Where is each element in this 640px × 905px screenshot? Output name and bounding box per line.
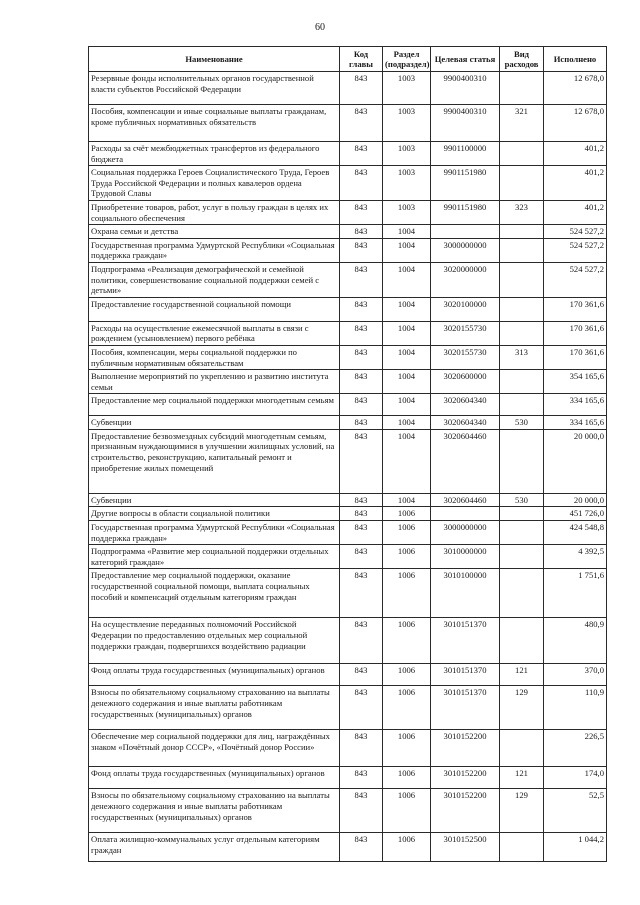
cell-section: 1004: [383, 238, 431, 262]
cell-name: Социальная поддержка Героев Социалистического Труда, Героев Труда Российской Федерации и полных кавалеров ордена Трудовой Славы: [89, 166, 340, 201]
cell-amount: 401,2: [544, 142, 607, 166]
cell-section: 1004: [383, 225, 431, 239]
cell-name: Расходы за счёт межбюджетных трансфертов из федерального бюджета: [89, 142, 340, 166]
cell-type: [500, 72, 544, 105]
table-row: [89, 297, 607, 321]
cell-name: Субвенции: [89, 493, 340, 507]
cell-amount: 170 361,6: [544, 321, 607, 345]
cell-target: 3010000000: [431, 545, 500, 569]
cell-type: [500, 166, 544, 201]
cell-type: [500, 833, 544, 862]
cell-code: 843: [340, 166, 383, 201]
cell-type: [500, 370, 544, 394]
cell-code: 843: [340, 370, 383, 394]
cell-type: 121: [500, 767, 544, 789]
cell-section: 1006: [383, 730, 431, 767]
table-row: [89, 321, 607, 345]
cell-target: 3000000000: [431, 238, 500, 262]
cell-code: 843: [340, 142, 383, 166]
cell-code: 843: [340, 262, 383, 297]
table-row: [89, 225, 607, 239]
cell-amount: 170 361,6: [544, 345, 607, 369]
cell-name: Субвенции: [89, 416, 340, 430]
cell-amount: 226,5: [544, 730, 607, 767]
cell-section: 1003: [383, 200, 431, 224]
cell-type: 129: [500, 789, 544, 833]
cell-name: Предоставление мер социальной поддержки, оказание государственной социальной помощи, выплата социальных пособий и компенсаций отдельным категориям граждан: [89, 569, 340, 618]
cell-amount: 334 165,6: [544, 416, 607, 430]
cell-name: Государственная программа Удмуртской Республики «Социальная поддержка граждан»: [89, 521, 340, 545]
cell-amount: 110,9: [544, 686, 607, 730]
cell-name: Предоставление мер социальной поддержки многодетным семьям: [89, 394, 340, 416]
cell-code: 843: [340, 767, 383, 789]
table-row: [89, 730, 607, 767]
cell-type: [500, 507, 544, 521]
table-row: [89, 686, 607, 730]
cell-amount: 12 678,0: [544, 105, 607, 142]
cell-section: 1004: [383, 493, 431, 507]
cell-code: 843: [340, 72, 383, 105]
cell-amount: 451 726,0: [544, 507, 607, 521]
cell-code: 843: [340, 789, 383, 833]
cell-code: 843: [340, 394, 383, 416]
cell-name: Расходы на осуществление ежемесячной выплаты в связи с рождением (усыновлением) первого ребёнка: [89, 321, 340, 345]
cell-target: 3000000000: [431, 521, 500, 545]
cell-type: 313: [500, 345, 544, 369]
cell-code: 843: [340, 238, 383, 262]
cell-name: Фонд оплаты труда государственных (муниципальных) органов: [89, 664, 340, 686]
cell-amount: 524 527,2: [544, 225, 607, 239]
table-row: [89, 262, 607, 297]
cell-type: [500, 569, 544, 618]
cell-amount: 524 527,2: [544, 238, 607, 262]
cell-section: 1006: [383, 767, 431, 789]
cell-type: [500, 521, 544, 545]
cell-name: Другие вопросы в области социальной политики: [89, 507, 340, 521]
cell-amount: 370,0: [544, 664, 607, 686]
cell-section: 1006: [383, 686, 431, 730]
cell-type: 321: [500, 105, 544, 142]
cell-section: 1004: [383, 345, 431, 369]
cell-name: Предоставление безвозмездных субсидий многодетным семьям, признанным нуждающимися в улучшении жилищных условий, на строительство, реконструкцию, капитальный ремонт и приобретение жилых помещений: [89, 429, 340, 493]
cell-target: 3020604340: [431, 394, 500, 416]
cell-name: Фонд оплаты труда государственных (муниципальных) органов: [89, 767, 340, 789]
table-row: [89, 664, 607, 686]
cell-type: 129: [500, 686, 544, 730]
cell-target: 3020604340: [431, 416, 500, 430]
cell-section: 1004: [383, 321, 431, 345]
cell-name: На осуществление переданных полномочий Российской Федерации по предоставлению отдельных мер социальной поддержки граждан, подвергшихся воздействию радиации: [89, 618, 340, 664]
cell-type: 530: [500, 416, 544, 430]
cell-code: 843: [340, 321, 383, 345]
cell-amount: 334 165,6: [544, 394, 607, 416]
cell-code: 843: [340, 225, 383, 239]
cell-name: Оплата жилищно-коммунальных услуг отдельным категориям граждан: [89, 833, 340, 862]
header-name: Наименование: [89, 47, 340, 72]
cell-code: 843: [340, 730, 383, 767]
cell-target: [431, 225, 500, 239]
table-row: [89, 370, 607, 394]
cell-code: 843: [340, 297, 383, 321]
cell-section: 1006: [383, 618, 431, 664]
header-section: Раздел (подраздел): [383, 47, 431, 72]
cell-section: 1003: [383, 72, 431, 105]
cell-amount: 12 678,0: [544, 72, 607, 105]
cell-code: 843: [340, 545, 383, 569]
table-row: [89, 429, 607, 493]
cell-amount: 401,2: [544, 200, 607, 224]
cell-target: 9901151980: [431, 166, 500, 201]
cell-target: 3020155730: [431, 345, 500, 369]
cell-code: 843: [340, 200, 383, 224]
cell-code: 843: [340, 569, 383, 618]
cell-target: 9901100000: [431, 142, 500, 166]
cell-amount: 20 000,0: [544, 493, 607, 507]
cell-target: 3010100000: [431, 569, 500, 618]
table-row: [89, 493, 607, 507]
table-row: [89, 569, 607, 618]
cell-amount: 4 392,5: [544, 545, 607, 569]
cell-code: 843: [340, 664, 383, 686]
header-target: Целевая статья: [431, 47, 500, 72]
cell-code: 843: [340, 429, 383, 493]
cell-type: 530: [500, 493, 544, 507]
cell-section: 1006: [383, 789, 431, 833]
table-row: [89, 345, 607, 369]
cell-target: 3020604460: [431, 429, 500, 493]
cell-name: Пособия, компенсации, меры социальной поддержки по публичным нормативным обязательствам: [89, 345, 340, 369]
table-row: [89, 416, 607, 430]
table-row: [89, 833, 607, 862]
cell-code: 843: [340, 105, 383, 142]
cell-section: 1004: [383, 416, 431, 430]
cell-code: 843: [340, 345, 383, 369]
cell-section: 1004: [383, 429, 431, 493]
table-row: [89, 521, 607, 545]
cell-target: 3020100000: [431, 297, 500, 321]
header-code: Код главы: [340, 47, 383, 72]
cell-name: Подпрограмма «Развитие мер социальной поддержки отдельных категорий граждан»: [89, 545, 340, 569]
cell-code: 843: [340, 686, 383, 730]
cell-type: 323: [500, 200, 544, 224]
cell-amount: 20 000,0: [544, 429, 607, 493]
cell-name: Приобретение товаров, работ, услуг в пользу граждан в целях их социального обеспечения: [89, 200, 340, 224]
cell-amount: 1 751,6: [544, 569, 607, 618]
cell-section: 1004: [383, 262, 431, 297]
table-row: [89, 507, 607, 521]
cell-amount: 1 044,2: [544, 833, 607, 862]
table-row: [89, 72, 607, 105]
cell-amount: 480,9: [544, 618, 607, 664]
cell-target: 3010152200: [431, 767, 500, 789]
budget-table: [88, 46, 607, 862]
table-header-row: [89, 47, 607, 72]
cell-type: 121: [500, 664, 544, 686]
cell-target: 3020604460: [431, 493, 500, 507]
cell-target: 3010152200: [431, 789, 500, 833]
cell-name: Взносы по обязательному социальному страхованию на выплаты денежного содержания и иные выплаты работникам государственных (муниципальных) органов: [89, 789, 340, 833]
cell-target: 9901151980: [431, 200, 500, 224]
cell-amount: 354 165,6: [544, 370, 607, 394]
cell-code: 843: [340, 521, 383, 545]
cell-name: Выполнение мероприятий по укреплению и развитию института семьи: [89, 370, 340, 394]
cell-amount: 174,0: [544, 767, 607, 789]
cell-section: 1006: [383, 833, 431, 862]
cell-section: 1003: [383, 166, 431, 201]
table-row: [89, 200, 607, 224]
cell-section: 1004: [383, 394, 431, 416]
cell-amount: 170 361,6: [544, 297, 607, 321]
table-row: [89, 789, 607, 833]
cell-amount: 424 548,8: [544, 521, 607, 545]
page-number: 60: [315, 22, 325, 33]
table-row: [89, 105, 607, 142]
cell-type: [500, 618, 544, 664]
table-row: [89, 166, 607, 201]
cell-type: [500, 429, 544, 493]
cell-name: Обеспечение мер социальной поддержки для лиц, награждённых знаком «Почётный донор СССР», «Почётный донор России»: [89, 730, 340, 767]
cell-amount: 401,2: [544, 166, 607, 201]
cell-name: Взносы по обязательному социальному страхованию на выплаты денежного содержания и иные выплаты работникам государственных (муниципальных) органов: [89, 686, 340, 730]
cell-type: [500, 262, 544, 297]
cell-name: Предоставление государственной социальной помощи: [89, 297, 340, 321]
cell-target: 3010151370: [431, 664, 500, 686]
cell-type: [500, 225, 544, 239]
cell-section: 1004: [383, 297, 431, 321]
cell-name: Охрана семьи и детства: [89, 225, 340, 239]
cell-code: 843: [340, 416, 383, 430]
cell-name: Государственная программа Удмуртской Республики «Социальная поддержка граждан»: [89, 238, 340, 262]
header-type: Вид расходов: [500, 47, 544, 72]
cell-target: 3010151370: [431, 686, 500, 730]
cell-target: 3020600000: [431, 370, 500, 394]
table-body: [89, 72, 607, 862]
table-row: [89, 394, 607, 416]
table-row: [89, 142, 607, 166]
cell-section: 1006: [383, 507, 431, 521]
cell-type: [500, 730, 544, 767]
cell-code: 843: [340, 833, 383, 862]
cell-target: 3020000000: [431, 262, 500, 297]
table-row: [89, 238, 607, 262]
cell-code: 843: [340, 493, 383, 507]
cell-amount: 524 527,2: [544, 262, 607, 297]
cell-type: [500, 297, 544, 321]
table-row: [89, 767, 607, 789]
cell-type: [500, 545, 544, 569]
table-row: [89, 618, 607, 664]
cell-type: [500, 142, 544, 166]
cell-section: 1004: [383, 370, 431, 394]
cell-target: 3010152500: [431, 833, 500, 862]
cell-target: [431, 507, 500, 521]
cell-type: [500, 394, 544, 416]
cell-section: 1003: [383, 142, 431, 166]
cell-type: [500, 238, 544, 262]
cell-target: 3010151370: [431, 618, 500, 664]
cell-target: 9900400310: [431, 72, 500, 105]
table-row: [89, 545, 607, 569]
cell-section: 1006: [383, 664, 431, 686]
cell-name: Пособия, компенсации и иные социальные выплаты гражданам, кроме публичных нормативных обязательств: [89, 105, 340, 142]
cell-section: 1006: [383, 521, 431, 545]
cell-type: [500, 321, 544, 345]
cell-amount: 52,5: [544, 789, 607, 833]
cell-section: 1003: [383, 105, 431, 142]
cell-code: 843: [340, 618, 383, 664]
cell-target: 3020155730: [431, 321, 500, 345]
cell-target: 3010152200: [431, 730, 500, 767]
cell-code: 843: [340, 507, 383, 521]
cell-section: 1006: [383, 569, 431, 618]
cell-name: Подпрограмма «Реализация демографической и семейной политики, совершенствование социальной поддержки семей с детьми»: [89, 262, 340, 297]
header-executed: Исполнено: [544, 47, 607, 72]
cell-target: 9900400310: [431, 105, 500, 142]
cell-section: 1006: [383, 545, 431, 569]
cell-name: Резервные фонды исполнительных органов государственной власти субъектов Российской Федерации: [89, 72, 340, 105]
